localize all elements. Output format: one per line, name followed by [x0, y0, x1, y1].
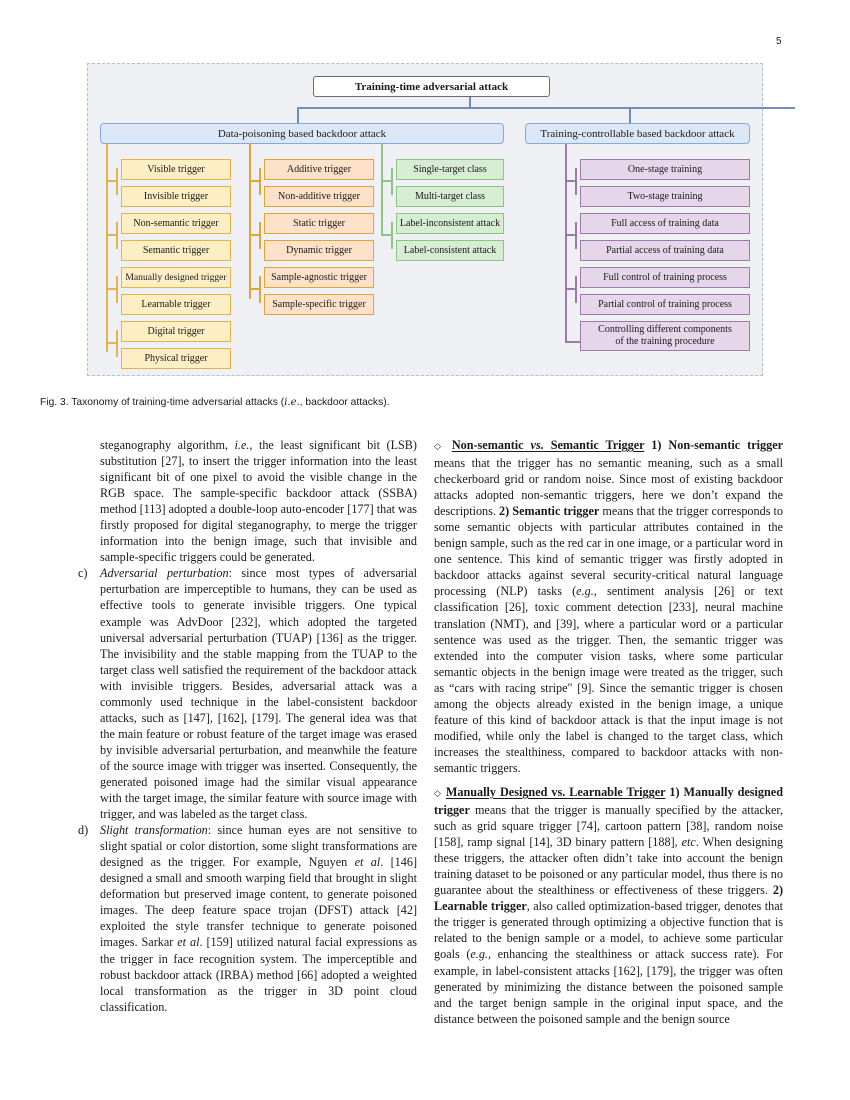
category-data-poisoning: Data-poisoning based backdoor attack	[100, 123, 504, 144]
node-static-trigger: Static trigger	[264, 213, 374, 234]
connector-line	[297, 107, 299, 124]
connector-line	[106, 144, 108, 352]
section-non-semantic-vs-semantic: ◇ Non-semantic vs. Semantic Trigger 1) Non-semantic trigger means that the trigger has no semantic meaning, such as a small checkerboard grid or random noise. Since most of existing backdoor attacks adopted non-semantic triggers, here we don’t expand the descriptions. 2) Semantic trigger means that the trigger corresponds to some semantic objects with particular attributes contained in the benign sample, such as the red car in one image, or a particular word in one sentence. This kind of semantic trigger was firstly adopted in backdoor attacks against several security-critical natural language processing (NLP) tasks (e.g., sentiment analysis [26] or text classification [26], toxic comment detection [233], neural machine translation (NMT), and [39], where a particular word or a particular sentence was used as the trigger. Then, the semantic trigger was extended into the computer vision tasks, where some particular semantic objects in the benign image were treated as the trigger, such as “cars with racing stripe" [9]. Since the semantic trigger is chosen among the objects already existed in the benign image, a unique feature of this kind of backdoor attack is that the input image is not modified, while only the label is changed to the target class, which increases the stealthiness, compared to backdoor attacks with non-semantic triggers.	[434, 438, 784, 775]
node-visible-trigger: Visible trigger	[121, 159, 231, 180]
node-additive-trigger: Additive trigger	[264, 159, 374, 180]
section-heading: Non-semantic vs. Semantic Trigger	[451, 438, 645, 452]
node-physical-trigger: Physical trigger	[121, 348, 231, 369]
node-digital-trigger: Digital trigger	[121, 321, 231, 342]
node-learnable-trigger: Learnable trigger	[121, 294, 231, 315]
node-two-stage-training: Two-stage training	[580, 186, 750, 207]
node-partial-control-training-process: Partial control of training process	[580, 294, 750, 315]
right-column	[434, 437, 783, 1027]
category-training-controllable: Training-controllable based backdoor attack	[525, 123, 750, 144]
node-partial-access-training-data: Partial access of training data	[580, 240, 750, 261]
taxonomy-figure	[87, 63, 763, 376]
list-item-d: d) Slight transformation: since human eyes are not sensitive to slight spatial or color distortion, some slight transformations are designed as the trigger. For example, Nguyen et al. [146] designed a small and smooth warping field that brought in slight deformation but preserved image content, to generate poisoned images. The deep feature space trojan (DFST) attack [42] exploited the style transfer technique to generate poisoned images. Sarkar et al. [159] utilized natural facial expressions as the trigger in face recognition system. The imperceptible and robust backdoor attack (IRBA) method [66] adopted a weighted local transformation as the trigger in 3D point cloud classification.	[78, 823, 418, 1014]
section-manual-vs-learnable: ◇ Manually Designed vs. Learnable Trigger 1) Manually designed trigger means that the trigger is manually specified by the attacker, such as grid square trigger [74], cartoon pattern [38], random noise [158], ramp signal [14], 3D binary pattern [188], etc. When designing these triggers, the attacker often didn’t take into account the benign training dataset to be poisoned or any particular model, thus there is no guarantee about the stealthiness or effectiveness of these triggers. 2) Learnable trigger, also called optimization-based trigger, denotes that the trigger is generated through optimizing a objective function that is related to the benign sample or a model, to achieve some particular goals (e.g., enhancing the stealthiness or attack success rate). For example, in label-consistent attacks [162], [179], the trigger was often generated by minimizing the distance between the poisoned sample and the target benign sample in the original input space, and the distance between the poisoned sample and the benign source	[434, 784, 784, 1026]
section-heading: Manually Designed vs. Learnable Trigger	[445, 784, 666, 799]
node-one-stage-training: One-stage training	[580, 159, 750, 180]
node-invisible-trigger: Invisible trigger	[121, 186, 231, 207]
node-non-semantic-trigger: Non-semantic trigger	[121, 213, 231, 234]
left-column	[78, 437, 418, 1015]
node-dynamic-trigger: Dynamic trigger	[264, 240, 374, 261]
paragraph: steganography algorithm, i.e., the least significant bit (LSB) substitution [27], to insert the trigger information into the least significant bit of one pixel to avoid the visible change in the RGB space. The sample-specific backdoor attack (SSBA) method [113] adopted a double-loop auto-encoder [177] that was firstly proposed for digital steganography, to merge the trigger information into the benign image, such that invisible and sample-specific triggers could be generated.	[100, 438, 417, 565]
node-full-control-training-process: Full control of training process	[580, 267, 750, 288]
list-item-c: c) Adversarial perturbation: since most types of adversarial perturbation are imperceptible to humans, they can be used as effective tools to generate invisible triggers. One typical example was AdvDoor [232], which adopted the targeted universal adversarial perturbation (TUAP) [136] as the trigger. The invisibility and the stable mapping from the TUAP to the target class well satisfied the requirement of the backdoor attack with invisible triggers. Besides, adversarial attack was a commonly used technique in the label-consistent backdoor attacks, such as [147], [162], [179]. The general idea was that the main feature or robust feature of the target image was erased by invisible adversarial perturbation, and meanwhile the feature of the source image with trigger was inserted. Consequently, the generated poisoned image had the similar visual appearance with the target image, the similar feature with source image with trigger, and was labeled as the target class.	[78, 566, 417, 822]
root-node: Training-time adversarial attack	[313, 76, 550, 97]
connector-line	[297, 107, 795, 109]
node-multi-target-class: Multi-target class	[396, 186, 504, 207]
node-controlling-different-components: Controlling different components of the training procedure	[580, 321, 750, 351]
diamond-icon: ◇	[434, 788, 442, 799]
connector-line	[629, 107, 631, 124]
node-manually-designed-trigger: Manually designed trigger	[121, 267, 231, 288]
node-semantic-trigger: Semantic trigger	[121, 240, 231, 261]
node-non-additive-trigger: Non-additive trigger	[264, 186, 374, 207]
node-label-inconsistent-attack: Label-inconsistent attack	[396, 213, 504, 234]
figure-caption: Fig. 3. Taxonomy of training-time adversarial attacks (i.e., backdoor attacks).	[40, 397, 390, 408]
node-single-target-class: Single-target class	[396, 159, 504, 180]
node-label-consistent-attack: Label-consistent attack	[396, 240, 504, 261]
page-number: 5	[776, 36, 782, 47]
diamond-icon: ◇	[434, 442, 445, 452]
node-sample-specific-trigger: Sample-specific trigger	[264, 294, 374, 315]
node-full-access-training-data: Full access of training data	[580, 213, 750, 234]
node-sample-agnostic-trigger: Sample-agnostic trigger	[264, 267, 374, 288]
